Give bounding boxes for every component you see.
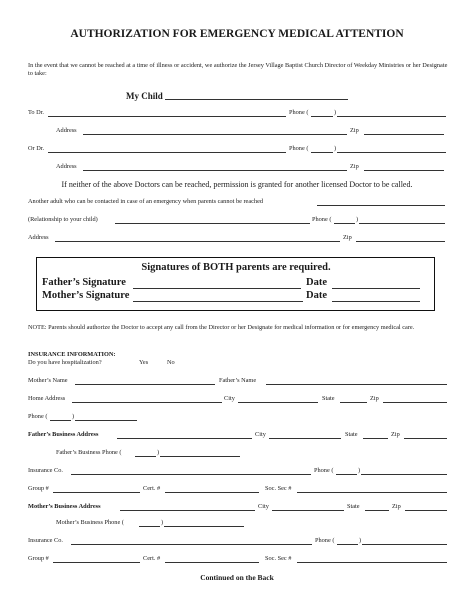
fathers-group-field[interactable]	[53, 492, 140, 493]
adult-zip-field[interactable]	[356, 241, 445, 242]
fathers-insurance-co-field[interactable]	[71, 474, 311, 475]
mothers-group-label: Group #	[28, 555, 49, 562]
mothers-business-city-label: City	[258, 503, 269, 510]
continued-footer: Continued on the Back	[200, 573, 274, 582]
mothers-insurance-phone-close: )	[359, 537, 362, 544]
or-dr-label: Or Dr.	[28, 145, 45, 152]
home-phone-label: Phone (	[28, 413, 48, 420]
or-dr-field[interactable]	[48, 152, 286, 153]
mothers-insurance-co-field[interactable]	[71, 544, 312, 545]
mothers-business-zip-field[interactable]	[405, 510, 447, 511]
mothers-cert-label: Cert. #	[143, 555, 161, 562]
or-dr-phone-field[interactable]	[337, 152, 446, 153]
fathers-group-label: Group #	[28, 485, 49, 492]
home-address-label: Home Address	[28, 395, 66, 402]
signatures-heading: Signatures of BOTH parents are required.	[141, 262, 331, 273]
or-dr-address-field[interactable]	[83, 170, 347, 171]
to-dr-phone-label: Phone (	[289, 109, 309, 116]
home-city-field[interactable]	[238, 402, 318, 403]
fathers-insurance-phone-close: )	[358, 467, 361, 474]
fathers-business-address-field[interactable]	[117, 438, 252, 439]
mother-signature-label: Mother’s Signature	[42, 290, 130, 301]
relationship-phone-area[interactable]	[334, 223, 355, 224]
home-address-field[interactable]	[72, 402, 222, 403]
another-adult-field[interactable]	[317, 205, 445, 206]
to-dr-phone-area[interactable]	[311, 116, 333, 117]
fathers-business-zip-label: Zip	[391, 431, 400, 438]
father-date-field[interactable]	[332, 288, 420, 289]
mother-signature-field[interactable]	[133, 301, 303, 302]
mothers-insurance-co-label: Insurance Co.	[28, 537, 63, 544]
fathers-name-field[interactable]	[266, 384, 447, 385]
note-text: NOTE: Parents should authorize the Doctor to accept any call from the Director or her Designate for medical information or for emergency medical care.	[28, 324, 415, 331]
fathers-business-state-field[interactable]	[363, 438, 388, 439]
fathers-name-label: Father’s Name	[219, 377, 257, 384]
fathers-soc-sec-field[interactable]	[297, 492, 447, 493]
hospitalization-no[interactable]: No	[167, 359, 175, 366]
mothers-business-phone-area[interactable]	[139, 526, 160, 527]
permission-note: If neither of the above Doctors can be reached, permission is granted for another licensed Doctor to be called.	[61, 180, 413, 189]
or-dr-phone-area[interactable]	[311, 152, 333, 153]
fathers-business-city-label: City	[255, 431, 266, 438]
relationship-phone-close: )	[356, 216, 359, 223]
to-dr-zip-field[interactable]	[364, 134, 444, 135]
fathers-insurance-phone-label: Phone (	[314, 467, 334, 474]
father-signature-label: Father’s Signature	[42, 277, 126, 288]
mothers-soc-sec-field[interactable]	[297, 562, 447, 563]
fathers-business-phone-area[interactable]	[135, 456, 156, 457]
insurance-heading: INSURANCE INFORMATION:	[28, 351, 116, 358]
home-phone-close: )	[72, 413, 75, 420]
or-dr-zip-label: Zip	[350, 163, 359, 170]
mothers-business-address-field[interactable]	[120, 510, 255, 511]
mothers-insurance-phone-area[interactable]	[337, 544, 358, 545]
to-dr-phone-field[interactable]	[337, 116, 446, 117]
home-state-label: State	[322, 395, 335, 402]
adult-zip-label: Zip	[343, 234, 352, 241]
fathers-insurance-phone-field[interactable]	[361, 474, 447, 475]
fathers-business-city-field[interactable]	[269, 438, 341, 439]
mothers-business-city-field[interactable]	[272, 510, 344, 511]
mother-date-label: Date	[306, 290, 327, 301]
fathers-business-zip-field[interactable]	[404, 438, 447, 439]
fathers-insurance-co-label: Insurance Co.	[28, 467, 63, 474]
to-dr-address-label: Address	[56, 127, 77, 134]
home-phone-area[interactable]	[50, 420, 71, 421]
form-title: AUTHORIZATION FOR EMERGENCY MEDICAL ATTENTION	[70, 28, 404, 40]
mothers-business-address-label: Mother’s Business Address	[28, 503, 101, 510]
mothers-soc-sec-label: Soc. Sec #	[265, 555, 292, 562]
father-signature-field[interactable]	[133, 288, 301, 289]
relationship-phone-label: Phone (	[312, 216, 332, 223]
home-phone-field[interactable]	[75, 420, 137, 421]
adult-address-field[interactable]	[55, 241, 340, 242]
adult-address-label: Address	[28, 234, 49, 241]
or-dr-zip-field[interactable]	[364, 170, 444, 171]
intro-text: In the event that we cannot be reached at a time of illness or accident, we authorize the Jersey Village Baptist Church Director of Weekday Ministries or her Designate to take:	[28, 62, 448, 77]
fathers-business-state-label: State	[345, 431, 358, 438]
my-child-field[interactable]	[165, 99, 348, 100]
another-adult-label: Another adult who can be contacted in case of an emergency when parents cannot be reached	[28, 198, 264, 205]
mothers-cert-field[interactable]	[165, 562, 259, 563]
mother-date-field[interactable]	[332, 301, 420, 302]
my-child-label: My Child	[126, 91, 163, 101]
hospitalization-question: Do you have hospitalization?	[28, 359, 102, 366]
home-zip-label: Zip	[370, 395, 379, 402]
mothers-business-state-field[interactable]	[365, 510, 389, 511]
fathers-business-address-label: Father’s Business Address	[28, 431, 99, 438]
relationship-label: (Relationship to your child)	[28, 216, 98, 223]
mothers-name-label: Mother’s Name	[28, 377, 68, 384]
mothers-group-field[interactable]	[53, 562, 140, 563]
fathers-cert-label: Cert. #	[143, 485, 161, 492]
or-dr-address-label: Address	[56, 163, 77, 170]
relationship-field[interactable]	[115, 223, 310, 224]
or-dr-phone-close: )	[334, 145, 337, 152]
mothers-business-phone-field[interactable]	[164, 526, 244, 527]
mothers-business-phone-label: Mother’s Business Phone (	[56, 519, 124, 526]
to-dr-zip-label: Zip	[350, 127, 359, 134]
mothers-name-field[interactable]	[75, 384, 215, 385]
mothers-business-zip-label: Zip	[392, 503, 401, 510]
to-dr-label: To Dr.	[28, 109, 45, 116]
to-dr-address-field[interactable]	[83, 134, 347, 135]
father-date-label: Date	[306, 277, 327, 288]
home-state-field[interactable]	[340, 402, 367, 403]
mothers-business-phone-close: )	[161, 519, 164, 526]
fathers-business-phone-field[interactable]	[160, 456, 240, 457]
to-dr-phone-close: )	[334, 109, 337, 116]
fathers-soc-sec-label: Soc. Sec #	[265, 485, 292, 492]
hospitalization-yes[interactable]: Yes	[139, 359, 149, 366]
mothers-business-state-label: State	[347, 503, 360, 510]
mothers-insurance-phone-field[interactable]	[362, 544, 447, 545]
home-zip-field[interactable]	[383, 402, 447, 403]
home-city-label: City	[224, 395, 235, 402]
mothers-insurance-phone-label: Phone (	[315, 537, 335, 544]
fathers-cert-field[interactable]	[165, 492, 259, 493]
fathers-business-phone-label: Father’s Business Phone (	[56, 449, 122, 456]
fathers-business-phone-close: )	[157, 449, 160, 456]
fathers-insurance-phone-area[interactable]	[336, 474, 357, 475]
relationship-phone-field[interactable]	[359, 223, 445, 224]
or-dr-phone-label: Phone (	[289, 145, 309, 152]
to-dr-field[interactable]	[48, 116, 286, 117]
